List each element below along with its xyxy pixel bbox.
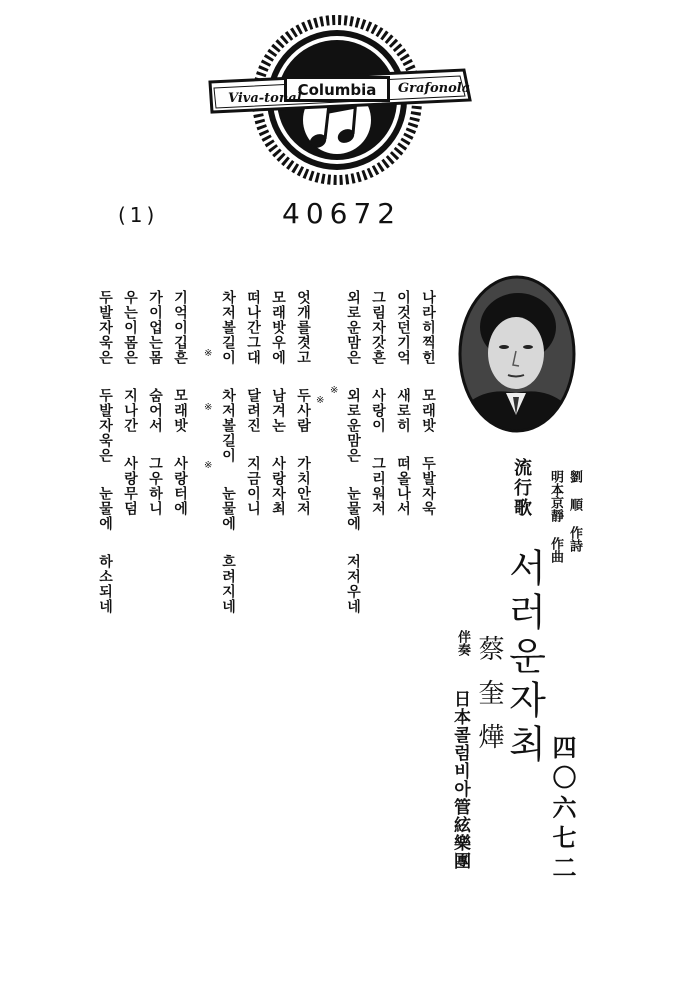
separator-star: ※ — [204, 348, 213, 359]
lyric-line: 외로운맘은 외로운맘은 눈물에 저저우네 — [345, 290, 361, 614]
separator-star: ※ — [316, 395, 325, 406]
columbia-logo — [0, 0, 676, 200]
genre-label: 流行歌 — [511, 458, 532, 518]
lyric-line: 두발자욱은 두발자욱은 눈물에 하소되네 — [97, 290, 113, 614]
catalog-number-kanji: 四〇六七二 — [548, 735, 577, 885]
side-number: (1) — [118, 203, 159, 227]
banner-right-text: Grafonola — [398, 81, 471, 96]
lyric-line: 떠나간그대 달려진 지금이니 — [245, 290, 261, 516]
separator-star: ※ — [204, 402, 213, 413]
separator-star: ※ — [204, 460, 213, 471]
accompaniment-orchestra: 日本콜럼비아管絃樂團 — [450, 690, 470, 870]
accompaniment-label: 伴奏 — [455, 630, 470, 656]
composer-credit: 明本京靜 作曲 — [548, 470, 563, 563]
brand-name: Columbia — [297, 81, 377, 99]
lyricist-credit: 劉 順 作詩 — [567, 470, 582, 552]
lyric-line: 나라히찍힌 모래밧 두발자욱 — [420, 290, 436, 516]
singer-name: 蔡奎燁 — [474, 635, 504, 767]
song-title: 서러운자최 — [502, 548, 546, 768]
lyric-line: 가이업는몸 숨어서 그우하니 — [147, 290, 163, 516]
lyric-line: 차저볼길이 차저볼길이 눈물에 흐려지네 — [220, 290, 236, 614]
lyric-line: 우는이몸은 지나간 사랑무덤 — [122, 290, 138, 516]
catalog-number: 40672 — [282, 197, 402, 230]
singer-portrait — [458, 275, 576, 433]
banner-left-text: Viva-tonal — [228, 91, 302, 106]
lyric-line: 모래밧우에 남겨논 사랑자최 — [270, 290, 286, 516]
separator-star: ※ — [330, 385, 339, 396]
lyric-line: 엇개를겻고 두사람 가치안저 — [295, 290, 311, 516]
lyric-line: 그림자갓흔 사랑이 그리워저 — [370, 290, 386, 516]
lyric-line: 이것던기억 새로히 떠올나서 — [395, 290, 411, 516]
lyric-line: 기억이깁흔 모래밧 사랑터에 — [172, 290, 188, 516]
